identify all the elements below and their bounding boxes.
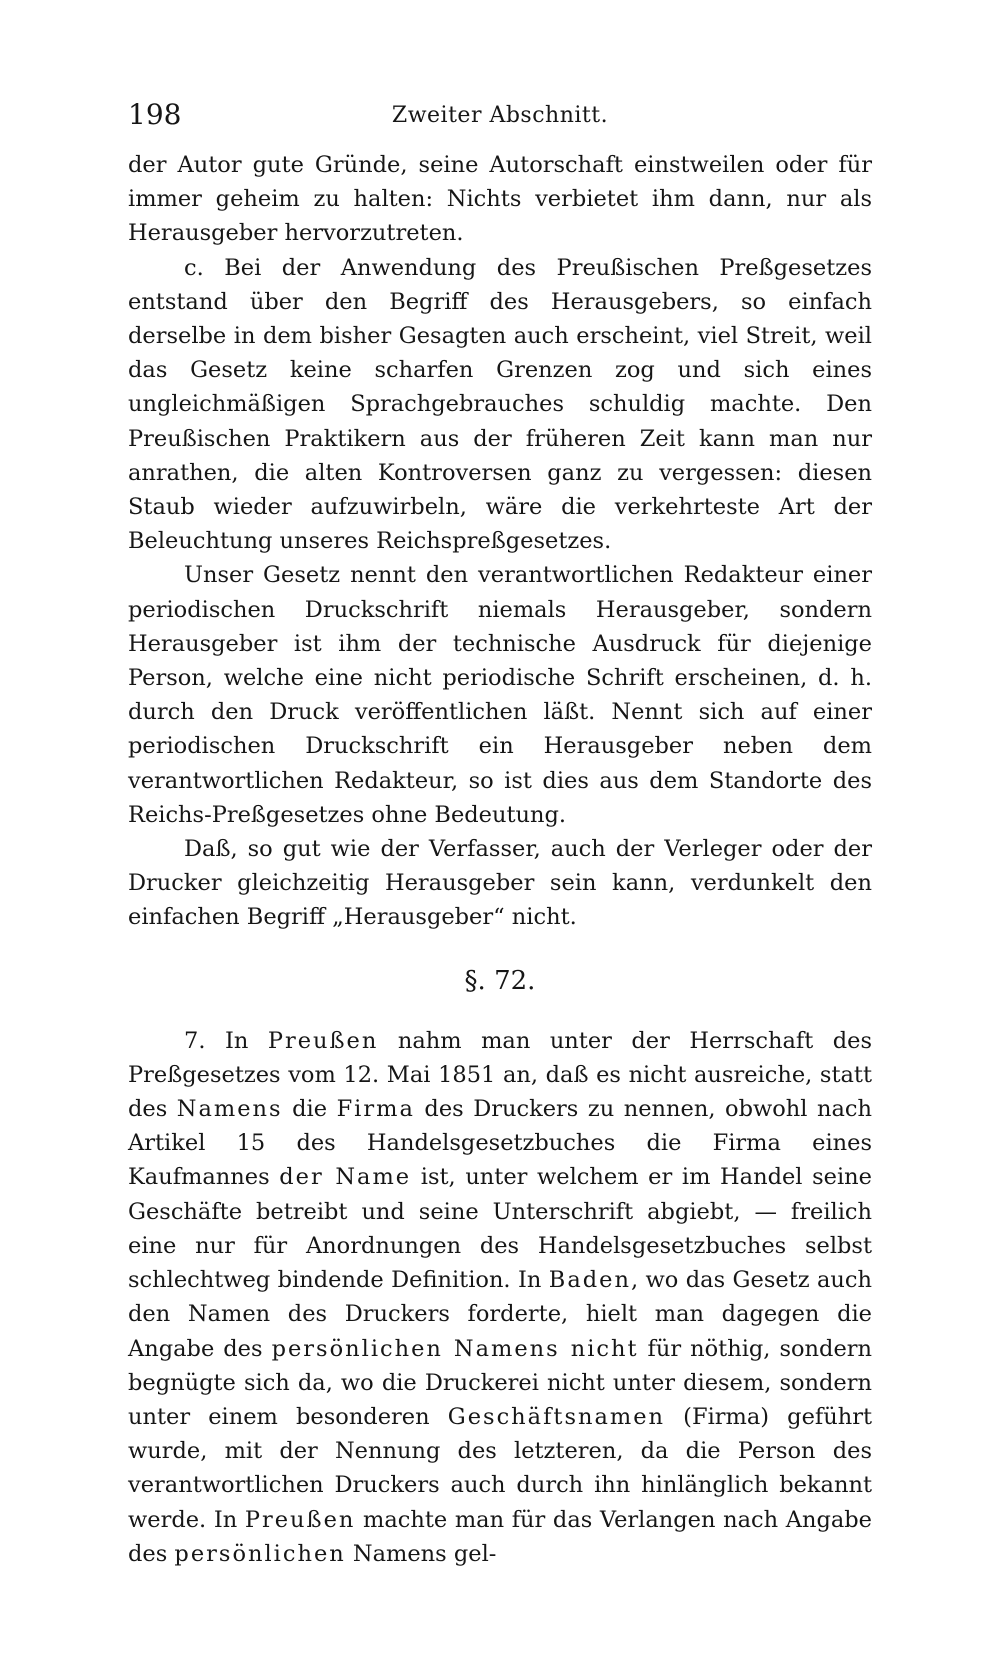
section-text-9: Namens gel- [345,1540,497,1567]
page-body [128,148,872,1571]
spaced-business-name: Geschäftsnamen [447,1403,666,1430]
section-paragraph-lead: 7. In [184,1027,268,1054]
spaced-der-name: der Name [279,1164,412,1191]
spaced-namens-1: Namens [176,1096,283,1123]
section-paragraph-7 [128,1024,872,1571]
paragraph-c: c. Bei der Anwendung des Preußischen Preßgesetzes entstand über den Begriff des Herausgebers, so einfach derselbe in dem bisher Gesagten auch erscheint, viel Streit, weil das Gesetz keine scharfen Grenzen zog und sich eines ungleichmäßigen Sprachgebrauches schuldig machte. Den Preußischen Praktikern aus der früheren Zeit kann man nur anrathen, die alten Kontroversen ganz zu vergessen: diesen Staub wieder aufzuwirbeln, wäre die verkehrteste Art der Beleuchtung unseres Reichspreßgesetzes. [128,254,872,555]
section-text-1: nahm man unter der Herrschaft des Preßgesetzes vom 12. Mai 1851 an, daß es nicht ausreiche, statt des [128,1027,872,1123]
spaced-preussen-1: Preußen [267,1027,379,1054]
spaced-baden: Baden [548,1267,631,1294]
section-text-7: (Firma) geführt wurde, mit der Nennung des letzteren, da die Person des verantwortlichen Druckers auch durch ihn hinlänglich bekannt werde. In [128,1403,873,1533]
page-number: 198 [128,98,182,131]
section-text-2: die [282,1096,337,1123]
section-text-6: für nöthig, sondern begnügte sich da, wo die Druckerei nicht unter diesem, sondern unter einem besonderen [128,1335,873,1430]
section-heading: §. 72. [464,965,536,996]
spaced-firma: Firma [336,1096,415,1123]
spaced-personal: persönlichen [174,1540,346,1567]
spaced-preussen-2: Preußen [244,1506,356,1533]
section-text-8: machte man für das Verlangen nach Angabe des [128,1506,873,1567]
section-text-5: , wo das Gesetz auch den Namen des Druckers forderte, hielt man dagegen die Angabe des [128,1267,872,1362]
section-text-4: ist, unter welchem er im Handel seine Geschäfte betreibt und seine Unterschrift abgiebt, — freilich eine nur für Anordnungen des Handelsgesetzbuches selbst schlechtweg bindende Definition. In [128,1164,872,1294]
paragraph-publisher-printer: Daß, so gut wie der Verfasser, auch der Verleger oder der Drucker gleichzeitig Herausgeber sein kann, verdunkelt den einfachen Begriff „Herausgeber“ nicht. [128,836,872,931]
paragraph-editor-definition: Unser Gesetz nennt den verantwortlichen Redakteur einer periodischen Druckschrift niemals Herausgeber, sondern Herausgeber ist ihm der technische Ausdruck für diejenige Person, welche eine nicht periodische Schrift erscheinen, d. h. durch den Druck veröffentlichen läßt. Nennt sich auf einer periodischen Druckschrift ein Herausgeber neben dem verantwortlichen Redakteur, so ist dies aus dem Standorte des Reichs-Preßgesetzes ohne Bedeutung. [128,562,872,828]
running-head: Zweiter Abschnitt. [391,103,609,128]
page-header [128,96,872,136]
spaced-personal-name: persönlichen Namens nicht [271,1335,639,1362]
section-text-3: des Druckers zu nennen, obwohl nach Artikel 15 des Handelsgesetzbuches die Firma eines Kaufmannes [128,1096,872,1191]
continued-paragraph: der Autor gute Gründe, seine Autorschaft einstweilen oder für immer geheim zu halten: Nichts verbietet ihm dann, nur als Herausgeber hervorzutreten. [128,152,872,247]
